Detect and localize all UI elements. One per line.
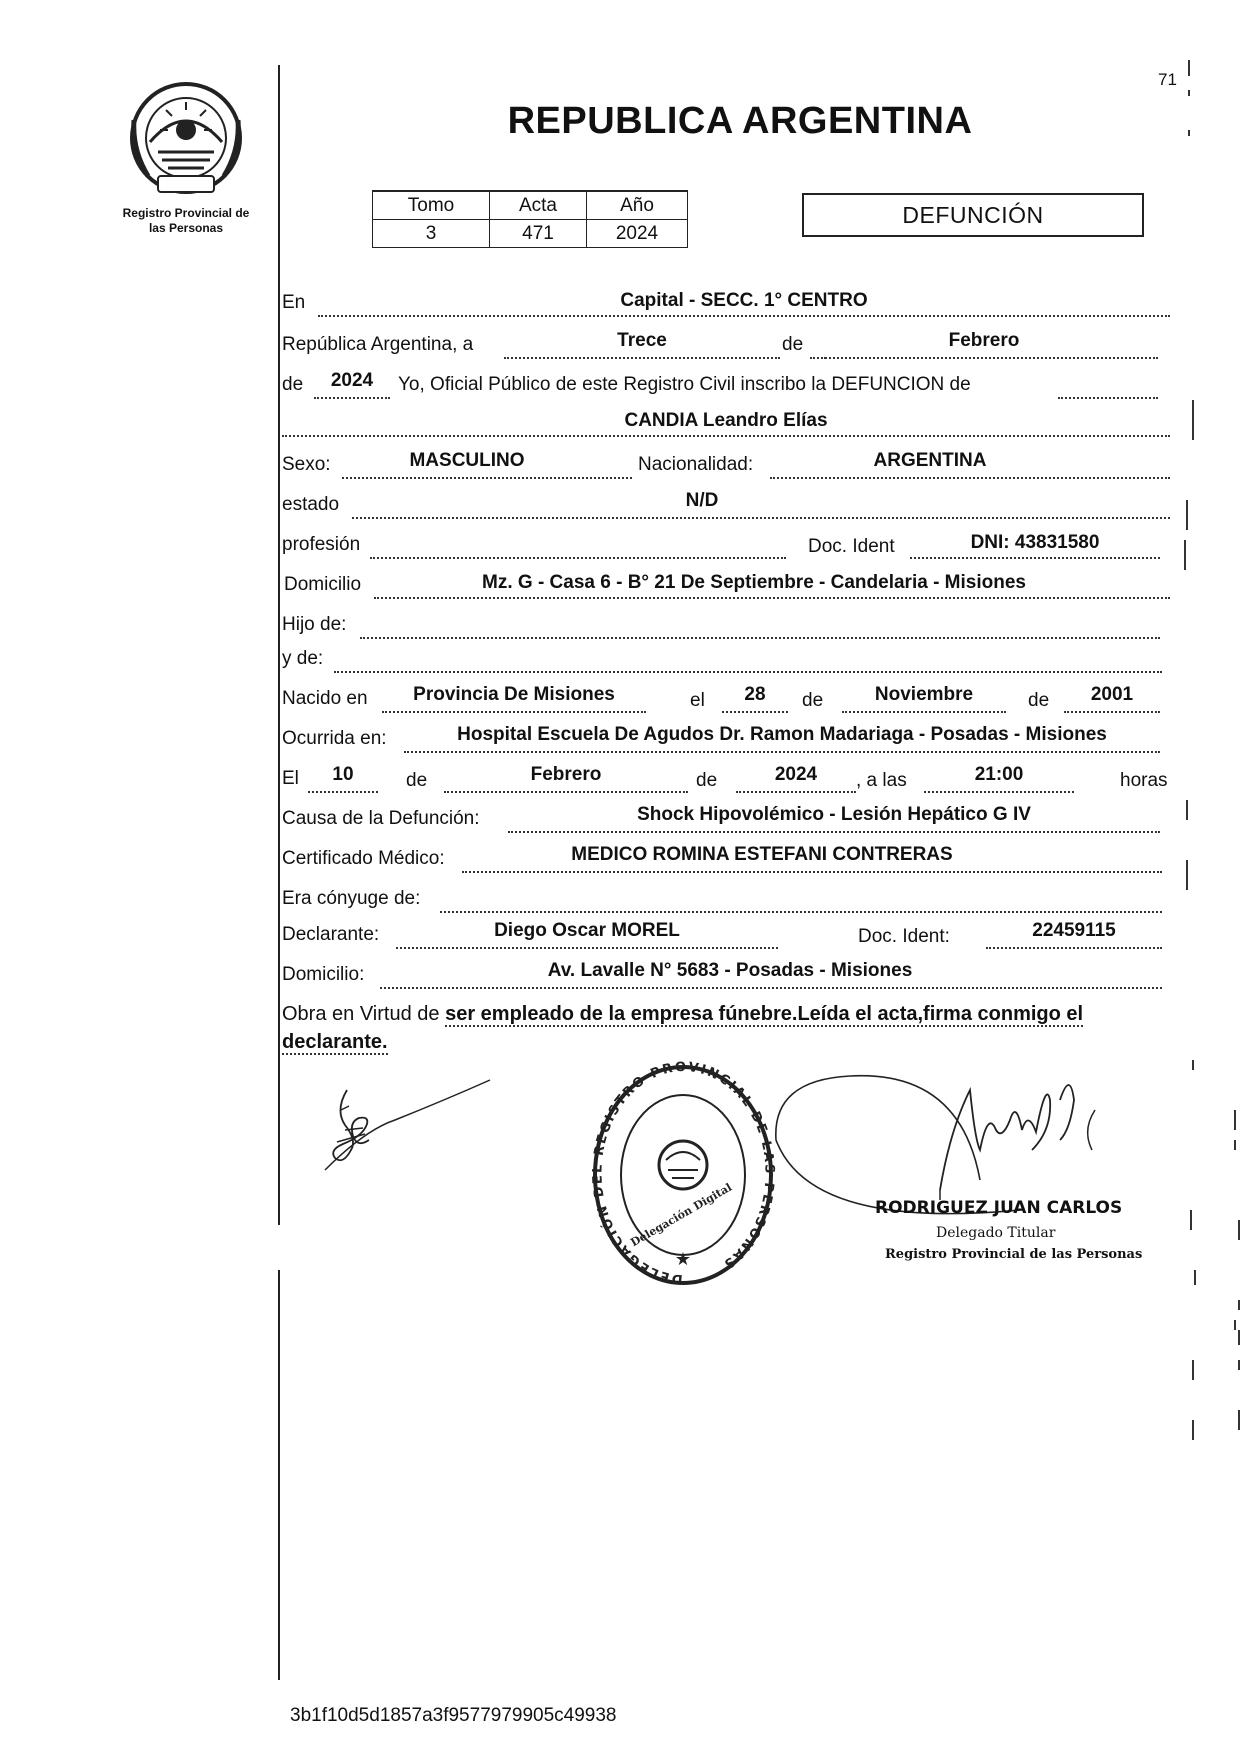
El-label: El [282, 768, 299, 789]
country-label: República Argentina, a [282, 334, 474, 355]
year-value: 2024 [330, 370, 374, 391]
declarant-signature [305, 1070, 495, 1180]
seal-inner-text: Delegación Digital [628, 1180, 735, 1250]
obra-text: ser empleado de la empresa fúnebre.Leída el acta,firma conmigo el declarante. [282, 1003, 1084, 1053]
birth-de-label: de [802, 690, 824, 711]
registry-label: Registro Provincial de las Personas [122, 206, 250, 235]
anio-header: Año [587, 191, 688, 220]
de-label: de [782, 334, 804, 355]
declarant-label: Declarante: [282, 924, 380, 945]
occurred-place-value: Hospital Escuela De Agudos Dr. Ramon Madariaga - Posadas - Misiones [457, 724, 1107, 745]
obra-paragraph [282, 1000, 1172, 1056]
tomo-value: 3 [373, 220, 490, 248]
day-value: Trece [617, 330, 667, 351]
en-label: En [282, 292, 306, 313]
scan-edge-marks [1183, 60, 1243, 1520]
row-occurred [282, 724, 1170, 754]
row-sex-nationality [282, 450, 1170, 480]
row-officer-statement [282, 370, 1170, 400]
civil-status-label: estado [282, 494, 340, 515]
death-day-value: 10 [332, 764, 354, 785]
nationality-label: Nacionalidad: [638, 454, 754, 475]
row-date [282, 330, 1170, 360]
nationality-value: ARGENTINA [873, 450, 987, 471]
row-profession-doc [282, 530, 1170, 560]
official-seal [588, 1060, 778, 1290]
certificate-label: Certificado Médico: [282, 848, 445, 869]
death-de-label: de [406, 770, 428, 791]
document-hash: 3b1f10d5d1857a3f9577979905c49938 [290, 1705, 617, 1726]
row-deceased-name [282, 410, 1170, 440]
civil-status-value: N/D [685, 490, 719, 511]
row-spouse [282, 884, 1170, 914]
at-label: , a las [856, 770, 907, 791]
declarant-doc-label: Doc. Ident: [858, 926, 950, 947]
margin-rule-lower [278, 1270, 280, 1680]
row-birth [282, 684, 1170, 714]
row-civil-status [282, 490, 1170, 520]
spouse-label: Era cónyuge de: [282, 888, 421, 909]
row-place [282, 290, 1170, 320]
obra-label: Obra en Virtud de [282, 1003, 440, 1025]
birth-day-value: 28 [744, 684, 766, 705]
margin-rule [278, 65, 280, 1225]
declarant-value: Diego Oscar MOREL [494, 920, 680, 941]
provincial-emblem [128, 80, 244, 196]
birth-month-value: Noviembre [874, 684, 974, 705]
cause-label: Causa de la Defunción: [282, 808, 480, 829]
death-time-value: 21:00 [974, 764, 1024, 785]
mother-label: y de: [282, 648, 324, 669]
row-declarant-address [282, 960, 1170, 990]
month-value: Febrero [948, 330, 1020, 351]
death-month-value: Febrero [530, 764, 602, 785]
row-father [282, 612, 1170, 642]
address-label: Domicilio [284, 574, 362, 595]
cause-value: Shock Hipovolémico - Lesión Hepático G IV [637, 804, 1031, 825]
el-label: el [690, 690, 705, 711]
acta-value: 471 [490, 220, 587, 248]
hours-label: horas [1120, 770, 1168, 791]
sex-value: MASCULINO [409, 450, 525, 471]
birth-year-value: 2001 [1090, 684, 1134, 705]
row-address [282, 570, 1170, 600]
doc-value: DNI: 43831580 [970, 532, 1100, 553]
declarant-address-value: Av. Lavalle N° 5683 - Posadas - Misiones [547, 960, 913, 981]
row-cause [282, 804, 1170, 834]
deceased-name: CANDIA Leandro Elías [624, 410, 828, 431]
birth-de2-label: de [1028, 690, 1050, 711]
seal-ring-text: DELEGACIÓN DEL REGISTRO PROVINCIAL DE LAS PERSONAS [590, 1060, 777, 1287]
anio-value: 2024 [587, 220, 688, 248]
profession-label: profesión [282, 534, 361, 555]
born-place-value: Provincia De Misiones [413, 684, 615, 705]
officer-role: Delegado Titular [936, 1225, 1056, 1241]
certificate-value: MEDICO ROMINA ESTEFANI CONTRERAS [571, 844, 953, 865]
officer-statement: Yo, Oficial Público de este Registro Civil inscribo la DEFUNCION de [398, 374, 971, 395]
sex-label: Sexo: [282, 454, 331, 475]
svg-text:★: ★ [674, 1249, 692, 1269]
address-value: Mz. G - Casa 6 - B° 21 De Septiembre - Candelaria - Misiones [482, 572, 1026, 593]
de-year-label: de [282, 374, 304, 395]
occurred-label: Ocurrida en: [282, 728, 387, 749]
acta-header: Acta [490, 191, 587, 220]
document-title: REPUBLICA ARGENTINA [507, 100, 973, 142]
row-mother [282, 646, 1170, 676]
death-year-value: 2024 [774, 764, 818, 785]
death-de2-label: de [696, 770, 718, 791]
place-value: Capital - SECC. 1° CENTRO [620, 290, 868, 311]
declarant-doc-value: 22459115 [1032, 920, 1116, 941]
row-death-date [282, 764, 1170, 794]
officer-name: RODRIGUEZ JUAN CARLOS [875, 1198, 1123, 1218]
declarant-address-label: Domicilio: [282, 964, 365, 985]
tomo-header: Tomo [373, 191, 490, 220]
officer-organization: Registro Provincial de las Personas [885, 1247, 1143, 1262]
father-label: Hijo de: [282, 614, 347, 635]
page-number: 71 [1158, 70, 1177, 89]
book-reference-table [372, 190, 688, 248]
row-certificate [282, 844, 1170, 874]
act-type-box: DEFUNCIÓN [802, 193, 1144, 237]
doc-label: Doc. Ident [808, 536, 895, 557]
row-declarant [282, 920, 1170, 950]
born-label: Nacido en [282, 688, 368, 709]
